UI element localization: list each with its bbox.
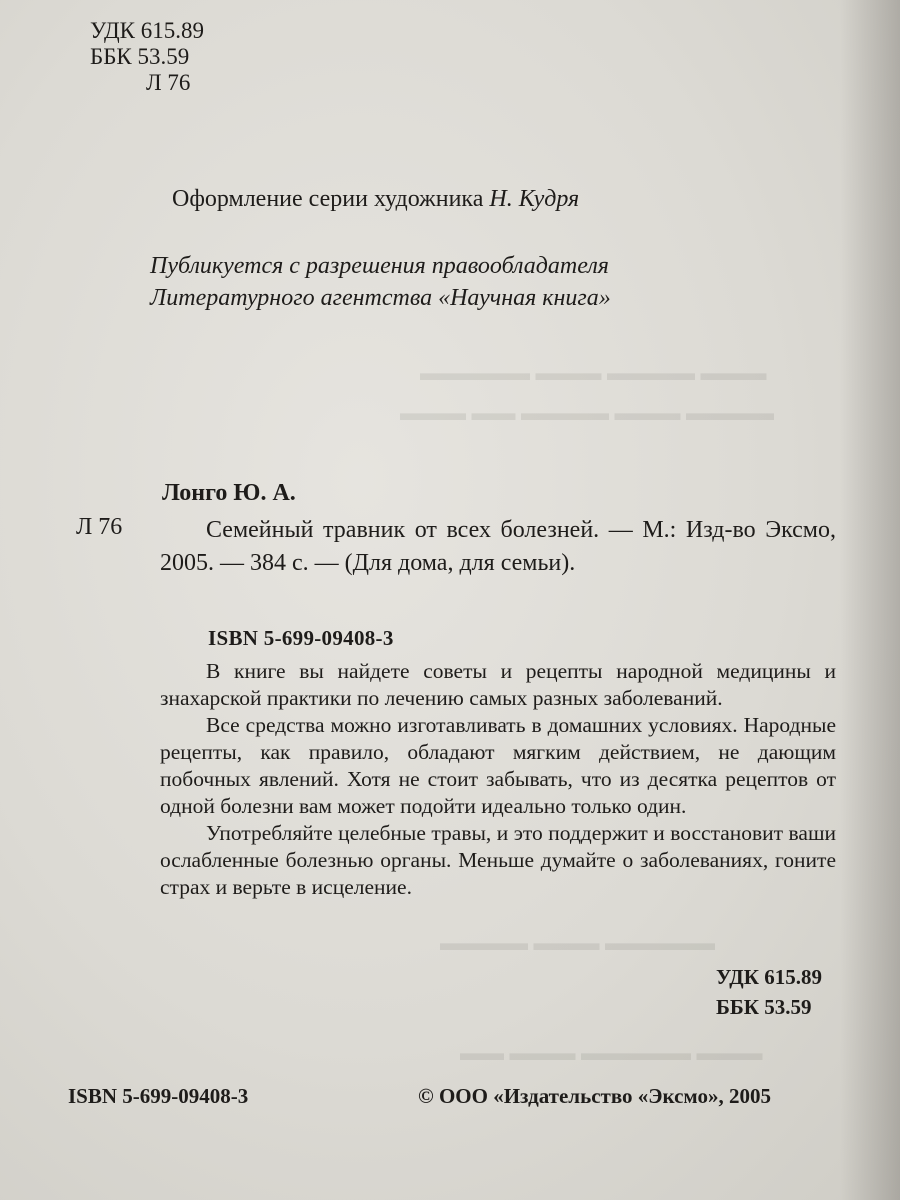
design-credit-text: Оформление серии художника: [172, 186, 490, 212]
bbk-code-bottom: ББК 53.59: [716, 995, 812, 1019]
page-edge-shadow: [840, 0, 900, 1200]
annotation-paragraph: Все средства можно изготавливать в домашних условиях. Народные рецепты, как правило, обладают мягким действием, не дающим побочных явлений. Хотя не стоит забывать, что из десятка рецептов от одной болезни вам может подойти идеально только один.: [160, 713, 836, 818]
isbn: ISBN 5-699-09408-3: [208, 626, 394, 650]
udk-code: УДК 615.89: [90, 18, 204, 43]
classification-codes-bottom: [716, 962, 822, 1022]
classification-codes-top: [90, 18, 204, 96]
bibliographic-description: [160, 514, 836, 580]
show-through-decoration: ▬▬▬ ▬▬▬▬ ▬▬▬ ▬▬▬▬▬: [420, 360, 767, 385]
author-classmark: Л 76: [76, 514, 123, 540]
annotation-paragraph: В книге вы найдете советы и рецепты народной медицины и знахарской практики по лечению самых разных заболеваний.: [160, 659, 836, 710]
bbk-code: ББК 53.59: [90, 44, 190, 69]
author-name: Лонго Ю. А.: [162, 480, 296, 506]
artist-name: Н. Кудря: [489, 186, 580, 212]
rights-notice-line-2: Литературного агентства «Научная книга»: [150, 285, 611, 311]
copyright-notice: © ООО «Издательство «Эксмо», 2005: [418, 1084, 771, 1108]
show-through-decoration: ▬▬▬ ▬▬▬▬▬ ▬▬▬ ▬▬: [460, 1040, 763, 1065]
annotation: [160, 658, 836, 901]
isbn-footer: ISBN 5-699-09408-3: [68, 1084, 249, 1108]
series-design-credit: [172, 186, 579, 213]
udk-code-bottom: УДК 615.89: [716, 965, 822, 989]
show-through-decoration: ▬▬▬▬ ▬▬▬ ▬▬▬▬ ▬▬ ▬▬▬: [400, 400, 774, 425]
bibliographic-text: Семейный травник от всех болезней. — М.: Изд-во Эксмо, 2005. — 384 с. — (Для дома, для семьи).: [160, 517, 836, 576]
rights-notice: [150, 250, 611, 314]
rights-notice-line-1: Публикуется с разрешения правообладателя: [150, 253, 609, 279]
author-classmark-top: Л 76: [146, 70, 191, 95]
annotation-paragraph: Употребляйте целебные травы, и это поддержит и восстановит ваши ослабленные болезнью органы. Меньше думайте о заболеваниях, гоните страх и верьте в исцеление.: [160, 821, 836, 899]
show-through-decoration: ▬▬▬▬▬ ▬▬▬ ▬▬▬▬: [440, 930, 715, 955]
